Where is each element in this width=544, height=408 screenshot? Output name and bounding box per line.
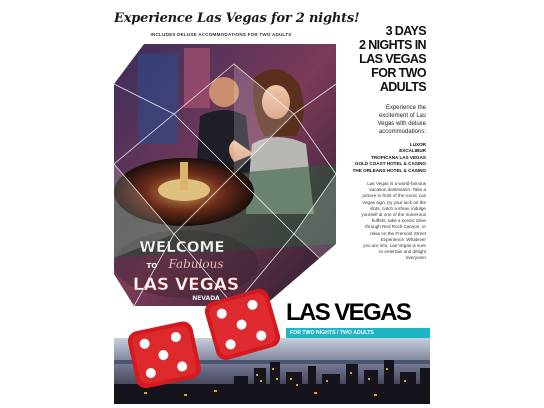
casino-photo — [114, 44, 336, 306]
hotel-item: LUXOR — [409, 142, 426, 147]
headline: Experience Las Vegas for 2 nights! — [114, 11, 360, 26]
sign-to: TO — [146, 262, 158, 270]
nights-adults-banner: FOR TWO NIGHTS / TWO ADULTS — [286, 328, 430, 338]
hotel-list — [338, 142, 426, 174]
sign-las-vegas: LAS VEGAS — [132, 275, 240, 295]
sign-nevada: NEVADA — [192, 295, 220, 302]
hotel-item: THE ORLEANS HOTEL & CASINO — [352, 167, 426, 173]
sign-welcome: WELCOME — [139, 238, 225, 256]
flyer — [114, 4, 430, 404]
hotel-item: GOLD COAST HOTEL & CASINO — [354, 161, 426, 167]
las-vegas-title: LAS VEGAS — [286, 299, 411, 326]
description-text: Las Vegas is a world-famous vacation destination. Take a picture in front of the iconic Las Vegas sign, try your luck on the slots, catch a show, indulge yourself at one of the numerous buffets, take a scenic drive through Red Rock Canyon, or relax on the Fremont Street Experience. Whatever you are into, Las Vegas is sure to entertain and delight everyone! — [361, 181, 426, 261]
subhead: INCLUDES DELUXE ACCOMMODATIONS FOR TWO ADULTS — [150, 32, 292, 37]
info-column — [338, 24, 426, 262]
hotel-item: EXCALIBUR — [399, 148, 426, 154]
trip-duration: 3 DAYS 2 NIGHTS IN LAS VEGAS FOR TWO ADULTS — [358, 24, 426, 94]
intro-text: Experience the excitement of Las Vegas with deluxe accommodations: — [377, 105, 426, 135]
red-dice — [122, 286, 282, 390]
hotel-item: TROPICANA LAS VEGAS — [371, 154, 426, 160]
sign-fabulous: Fabulous — [168, 257, 224, 271]
